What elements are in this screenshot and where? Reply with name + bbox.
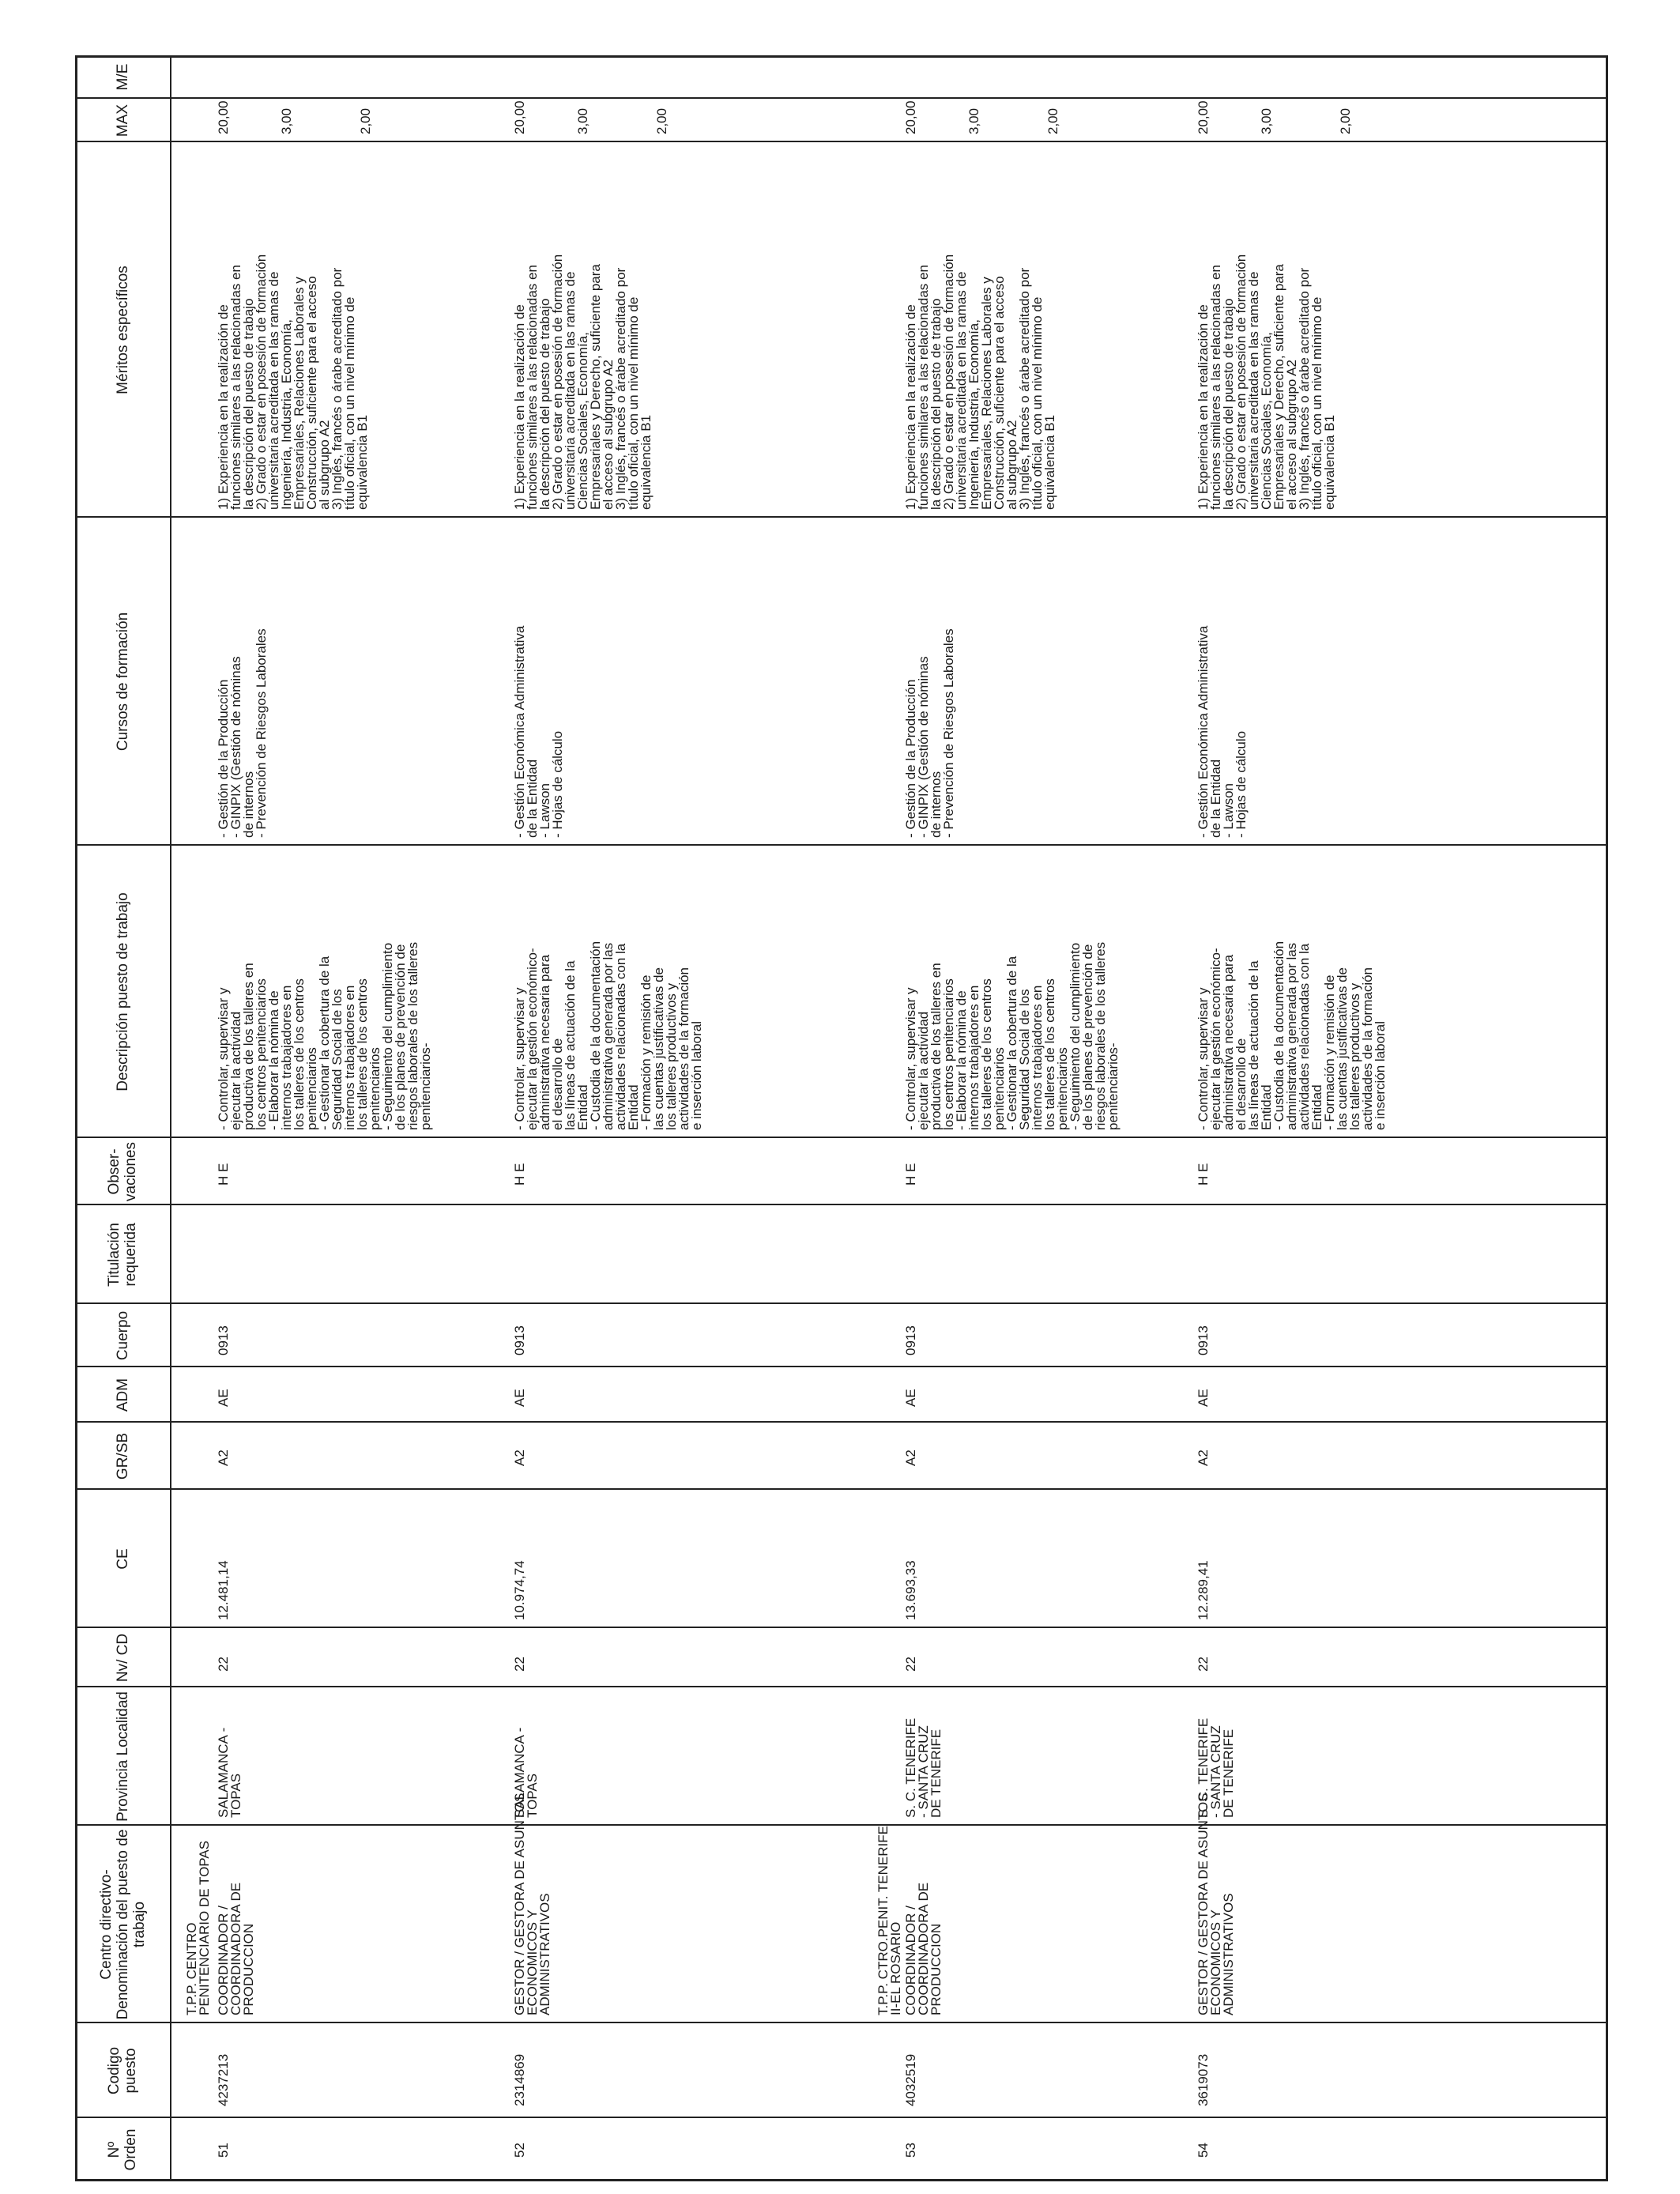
header-ce: CE bbox=[114, 1548, 131, 1570]
row-meritos: 1) Experiencia en la realización de funciones similares a las relacionadas en la descripción del puesto de trabajo 2) Grado o estar en posesión de formación universitaria acreditada en las ramas de Ciencias Sociales, Economía, Empresariales y Derecho, suficiente para el acceso al subgrupo A2 3) Inglés, francés o árabe acreditado por título oficial, con un nivel mínimo de equivalencia B1 bbox=[512, 254, 654, 510]
row-max-1: 20,00 bbox=[512, 100, 527, 134]
row-provincia: S. C. TENERIFE - SANTA CRUZ DE TENERIFE bbox=[903, 1717, 944, 1818]
row-orden: 51 bbox=[216, 2143, 231, 2158]
row-adm: AE bbox=[512, 1389, 527, 1407]
column-divider bbox=[75, 1137, 1608, 1138]
header-descripcion: Descripción puesto de trabajo bbox=[114, 892, 131, 1091]
row-max-1: 20,00 bbox=[903, 100, 918, 134]
header-orden: Nº Orden bbox=[106, 2128, 139, 2171]
row-provincia: SALAMANCA - TOPAS bbox=[216, 1727, 243, 1818]
row-orden: 54 bbox=[1196, 2143, 1211, 2158]
row-nivel: 22 bbox=[1196, 1657, 1211, 1672]
row-observaciones: H E bbox=[903, 1163, 918, 1186]
row-cursos: - Gestión Económica Administrativa de la Entidad - Lawson - Hojas de cálculo bbox=[512, 625, 565, 838]
column-divider bbox=[75, 1302, 1608, 1304]
row-max-3: 2,00 bbox=[1338, 107, 1353, 134]
column-divider bbox=[75, 97, 1608, 99]
row-provincia: SALAMANCA - TOPAS bbox=[512, 1727, 540, 1818]
column-divider bbox=[75, 1686, 1608, 1687]
header-centro: Centro directivo-Denominación del puesto de trabajo bbox=[97, 1829, 148, 2020]
row-cuerpo: 0913 bbox=[1196, 1325, 1211, 1355]
column-divider bbox=[75, 1366, 1608, 1367]
row-ce: 12.289,41 bbox=[1196, 1560, 1211, 1620]
row-observaciones: H E bbox=[512, 1163, 527, 1186]
row-codigo: 2314869 bbox=[512, 2053, 527, 2106]
row-descripcion: - Controlar, supervisar y ejecutar la gestión económico- administrativa necesaria para el desarrollo de las líneas de actuación de la Entidad - Custodia de la documentación administrativa generada por las actividades relacionadas con la Entidad - Formación y remisión de las cuentas justificativas de los talleres productivos y actividades de la formación e inserción laboral bbox=[1196, 941, 1388, 1130]
row-adm: AE bbox=[1196, 1389, 1211, 1407]
row-grsb: A2 bbox=[903, 1449, 918, 1466]
header-cursos: Cursos de formación bbox=[114, 612, 131, 752]
column-divider bbox=[75, 1204, 1608, 1205]
row-max-3: 2,00 bbox=[654, 107, 669, 134]
row-max-2: 3,00 bbox=[1259, 107, 1274, 134]
row-observaciones: H E bbox=[216, 1163, 231, 1186]
row-max-1: 20,00 bbox=[1196, 100, 1211, 134]
row-codigo: 4032519 bbox=[903, 2053, 918, 2106]
header-nivel: Nv/ CD bbox=[114, 1633, 131, 1683]
section-header: T.P.P. CENTRO PENITENCIARIO DE TOPAS bbox=[184, 1840, 212, 2015]
header-provincia: Provincia Localidad bbox=[114, 1691, 131, 1822]
row-provincia: S. C. TENERIFE - SANTA CRUZ DE TENERIFE bbox=[1196, 1717, 1236, 1818]
row-nivel: 22 bbox=[216, 1657, 231, 1672]
row-cursos: - Gestión de la Producción - GINPIX (Gestión de nóminas de internos - Prevención de Riesgos Laborales bbox=[216, 628, 269, 838]
row-cuerpo: 0913 bbox=[216, 1325, 231, 1355]
column-divider bbox=[75, 1421, 1608, 1423]
column-divider bbox=[75, 516, 1608, 518]
row-nivel: 22 bbox=[512, 1657, 527, 1672]
row-ce: 12.481,14 bbox=[216, 1560, 231, 1620]
column-divider bbox=[75, 1488, 1608, 1490]
row-observaciones: H E bbox=[1196, 1163, 1211, 1186]
section-header: T.P.P. CTRO.PENIT. TENERIFE II-EL ROSARIO bbox=[876, 1826, 903, 2015]
column-divider bbox=[75, 2117, 1608, 2118]
row-grsb: A2 bbox=[216, 1449, 231, 1466]
row-ce: 13.693,33 bbox=[903, 1560, 918, 1620]
row-orden: 53 bbox=[903, 2143, 918, 2158]
column-divider bbox=[75, 1627, 1608, 1628]
row-descripcion: - Controlar, supervisar y ejecutar la actividad productiva de los talleres en los centros penitenciarios - Elaborar la nómina de internos trabajadores en los talleres de los centros penitenciarios - Gestionar la cobertura de la Seguridad Social de los internos trabajadores en los talleres de los centros penitenciarios - Seguimiento del cumplimiento de los planes de prevención de riesgos laborales de los talleres penitenciarios- bbox=[216, 941, 433, 1130]
row-cursos: - Gestión de la Producción - GINPIX (Gestión de nóminas de internos - Prevención de Riesgos Laborales bbox=[903, 628, 956, 838]
header-codigo: Codigo puesto bbox=[106, 2046, 139, 2095]
row-descripcion: - Controlar, supervisar y ejecutar la gestión económico- administrativa necesaria para el desarrollo de las líneas de actuación de la Entidad - Custodia de la documentación administrativa generada por las actividades relacionadas con la Entidad - Formación y remisión de las cuentas justificativas de los talleres productivos y actividades de la formación e inserción laboral bbox=[512, 941, 704, 1130]
row-grsb: A2 bbox=[1196, 1449, 1211, 1466]
header-max: MAX bbox=[114, 104, 131, 138]
column-divider bbox=[75, 844, 1608, 846]
header-meritos: Méritos específicos bbox=[114, 266, 131, 394]
row-meritos: 1) Experiencia en la realización de funciones similares a las relacionadas en la descripción del puesto de trabajo 2) Grado o estar en posesión de formación universitaria acreditada en las ramas de Ingeniería, Industria, Economía, Empresariales, Relaciones Laborales y Construcción, suficiente para el acceso al subgrupo A2 3) Inglés, francés o árabe acreditado por título oficial, con un nivel mínimo de equivalencia B1 bbox=[903, 254, 1057, 510]
row-cuerpo: 0913 bbox=[903, 1325, 918, 1355]
row-cuerpo: 0913 bbox=[512, 1325, 527, 1355]
row-max-2: 3,00 bbox=[575, 107, 590, 134]
row-nivel: 22 bbox=[903, 1657, 918, 1672]
row-meritos: 1) Experiencia en la realización de funciones similares a las relacionadas en la descripción del puesto de trabajo 2) Grado o estar en posesión de formación universitaria acreditada en las ramas de Ciencias Sociales, Economía, Empresariales y Derecho, suficiente para el acceso al subgrupo A2 3) Inglés, francés o árabe acreditado por título oficial, con un nivel mínimo de equivalencia B1 bbox=[1196, 254, 1337, 510]
row-denominacion: GESTOR / GESTORA DE ASUNTOS ECONOMICOS Y ADMINISTRATIVOS bbox=[512, 1793, 552, 2015]
row-orden: 52 bbox=[512, 2143, 527, 2158]
row-max-2: 3,00 bbox=[966, 107, 981, 134]
column-divider bbox=[75, 141, 1608, 142]
row-descripcion: - Controlar, supervisar y ejecutar la actividad productiva de los talleres en los centros penitenciarios - Elaborar la nómina de internos trabajadores en los talleres de los centros penitenciarios - Gestionar la cobertura de la Seguridad Social de los internos trabajadores en los talleres de los centros penitenciarios - Seguimiento del cumplimiento de los planes de prevención de riesgos laborales de los talleres penitenciarios- bbox=[903, 941, 1121, 1130]
row-max-3: 2,00 bbox=[358, 107, 373, 134]
row-denominacion: COORDINADOR / COORDINADORA DE PRODUCCION bbox=[216, 1882, 256, 2015]
row-max-1: 20,00 bbox=[216, 100, 231, 134]
row-max-3: 2,00 bbox=[1045, 107, 1060, 134]
header-grsb: GR/SB bbox=[114, 1432, 131, 1480]
row-grsb: A2 bbox=[512, 1449, 527, 1466]
header-cuerpo: Cuerpo bbox=[114, 1310, 131, 1361]
column-divider bbox=[75, 1824, 1608, 1826]
row-cursos: - Gestión Económica Administrativa de la Entidad - Lawson - Hojas de cálculo bbox=[1196, 625, 1249, 838]
row-adm: AE bbox=[216, 1389, 231, 1407]
row-adm: AE bbox=[903, 1389, 918, 1407]
row-denominacion: GESTOR / GESTORA DE ASUNTOS ECONOMICOS Y ADMINISTRATIVOS bbox=[1196, 1793, 1236, 2015]
header-adm: ADM bbox=[114, 1378, 131, 1412]
row-denominacion: COORDINADOR / COORDINADORA DE PRODUCCION bbox=[903, 1882, 944, 2015]
header-observaciones: Obser-vaciones bbox=[106, 1142, 139, 1201]
rotated-table bbox=[75, 55, 1608, 2181]
row-codigo: 4237213 bbox=[216, 2053, 231, 2106]
header-divider bbox=[170, 55, 171, 2181]
header-titulacion: Titulación requerida bbox=[106, 1223, 139, 1287]
row-meritos: 1) Experiencia en la realización de funciones similares a las relacionadas en la descripción del puesto de trabajo 2) Grado o estar en posesión de formación universitaria acreditada en las ramas de Ingeniería, Industria, Economía, Empresariales, Relaciones Laborales y Construcción, suficiente para el acceso al subgrupo A2 3) Inglés, francés o árabe acreditado por título oficial, con un nivel mínimo de equivalencia B1 bbox=[216, 254, 370, 510]
column-divider bbox=[75, 2022, 1608, 2023]
row-max-2: 3,00 bbox=[279, 107, 294, 134]
row-ce: 10.974,74 bbox=[512, 1560, 527, 1620]
header-me: M/E bbox=[114, 63, 131, 91]
row-codigo: 3619073 bbox=[1196, 2053, 1211, 2106]
